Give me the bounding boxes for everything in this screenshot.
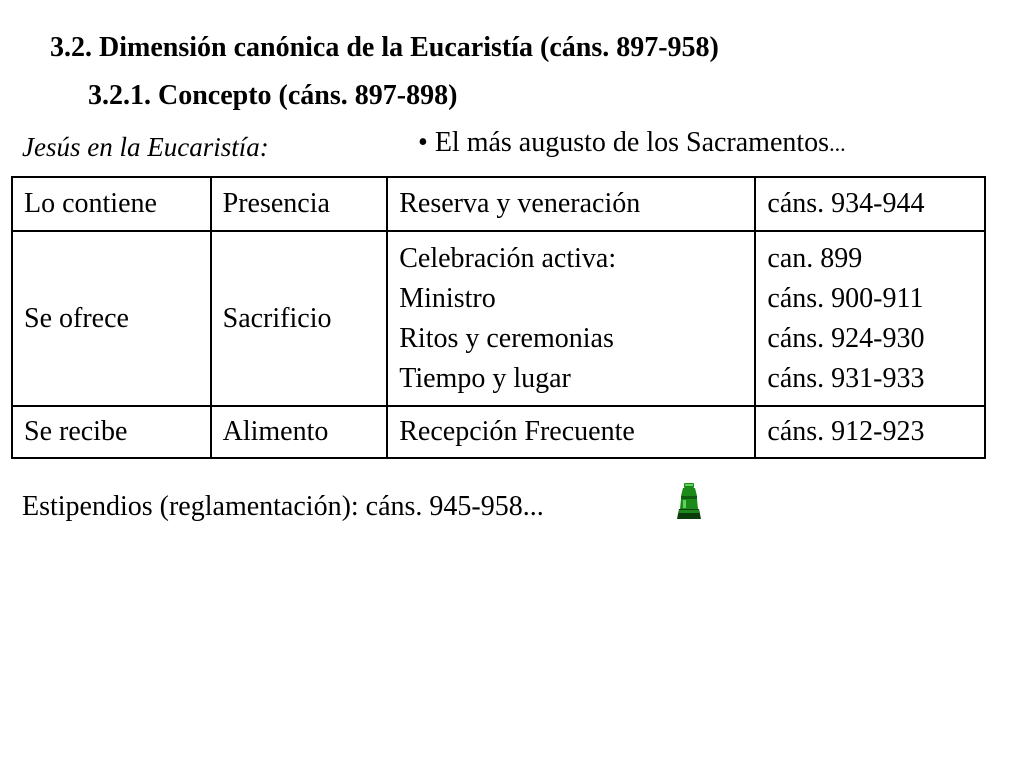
slide-action-button[interactable]	[675, 482, 703, 522]
cell-text: Se recibe	[24, 416, 128, 447]
cell-line: cáns. 924-930	[767, 322, 925, 354]
table-row	[12, 177, 985, 231]
bullet-symbol: •	[418, 127, 428, 158]
cell-line: Tiempo y lugar	[399, 362, 571, 394]
table-cell-canons	[755, 406, 985, 458]
cell-text: Sacrificio	[222, 302, 332, 334]
table-cell-aspects	[387, 177, 755, 231]
table-cell-verb	[12, 177, 211, 231]
cell-line: Recepción Frecuente	[399, 416, 635, 447]
green-figure-icon	[675, 482, 703, 522]
table-cell-aspects	[387, 231, 755, 406]
table-row	[12, 231, 985, 406]
slide-subtitle: 3.2.1. Concepto (cáns. 897-898)	[88, 80, 458, 111]
cell-line: can. 899	[767, 242, 863, 274]
table-cell-concept	[211, 177, 388, 231]
bullet-item	[418, 125, 846, 162]
table-row	[12, 406, 985, 458]
cell-line: cáns. 931-933	[767, 362, 925, 394]
table-cell-concept	[211, 406, 388, 458]
stipends-text: Estipendios (reglamentación): cáns. 945-958...	[22, 491, 544, 522]
table-cell-canons	[755, 231, 985, 406]
bullet-ellipsis: ...	[829, 131, 846, 156]
cell-text: Presencia	[222, 188, 330, 219]
intro-text: Jesús en la Eucaristía:	[22, 132, 269, 162]
cell-line: Ministro	[399, 282, 496, 314]
table-cell-canons	[755, 177, 985, 231]
cell-line: cáns. 900-911	[767, 282, 924, 314]
bullet-text: El más augusto de los Sacramentos	[434, 127, 830, 158]
cell-line: Ritos y ceremonias	[399, 322, 614, 354]
table-cell-verb	[12, 406, 211, 458]
slide-title: 3.2. Dimensión canónica de la Eucaristía (cáns. 897-958)	[50, 32, 719, 63]
eucharist-table	[11, 176, 986, 459]
cell-line: Celebración activa:	[399, 242, 617, 274]
cell-text: Se ofrece	[24, 302, 129, 334]
cell-line: cáns. 912-923	[767, 416, 925, 447]
table-cell-aspects	[387, 406, 755, 458]
cell-text: Lo contiene	[24, 188, 157, 219]
cell-text: Alimento	[222, 416, 329, 447]
cell-line: cáns. 934-944	[767, 188, 925, 219]
table-cell-verb	[12, 231, 211, 406]
cell-line: Reserva y veneración	[399, 188, 641, 219]
table-cell-concept	[211, 231, 388, 406]
